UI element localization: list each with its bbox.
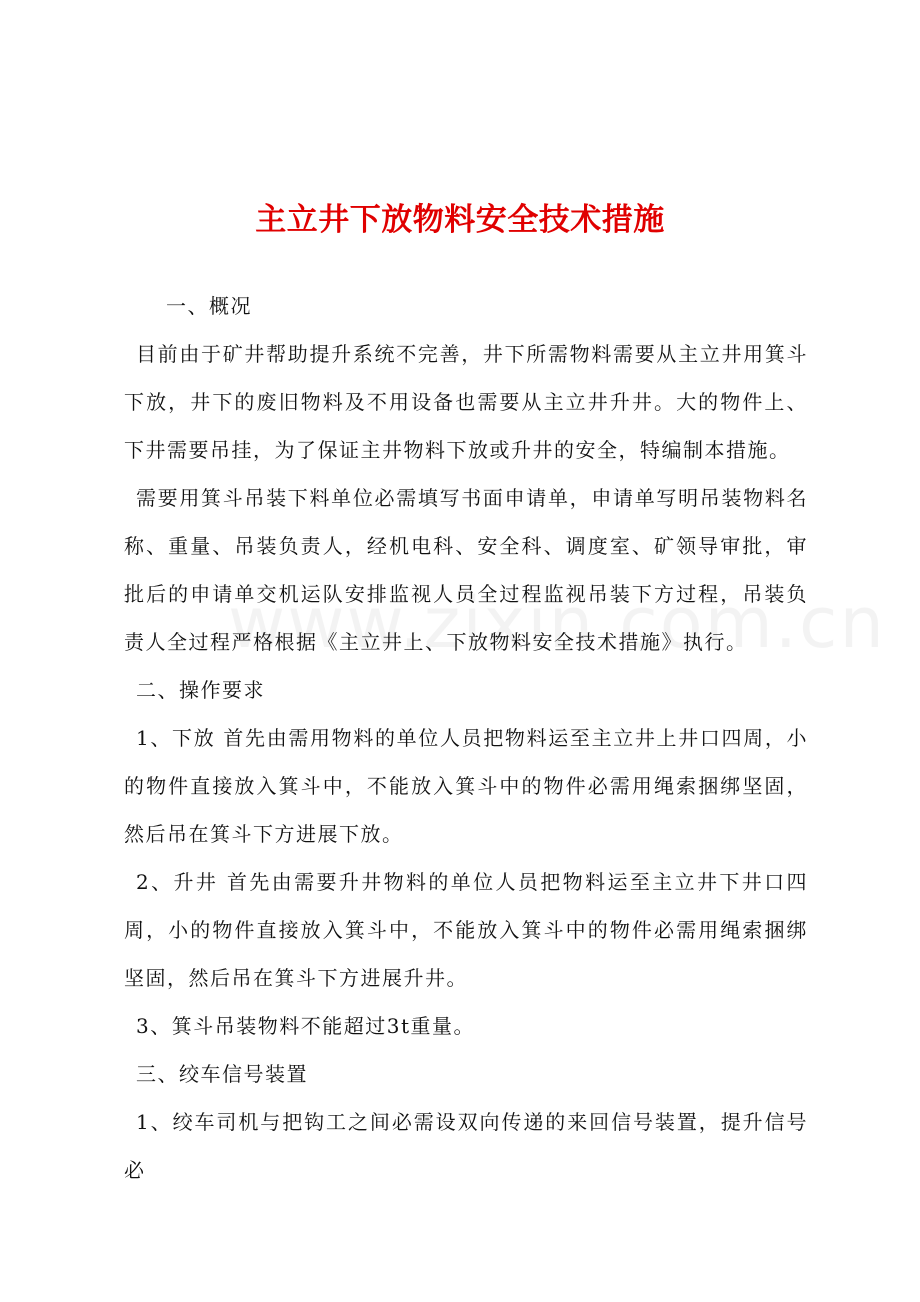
paragraph-signal: 1、绞车司机与把钩工之间必需设双向传递的来回信号装置，提升信号必 [124,1110,808,1182]
document-title: 主立井下放物料安全技术措施 [255,202,665,238]
paragraph-raising: 2、升井 首先由需要升井物料的单位人员把物料运至主立井下井口四周，小的物件直接放入箕斗中，不能放入箕斗中的物件必需用绳索捆绑坚固，然后吊在箕斗下方进展升井。 [124,870,808,990]
paragraph-overview: 目前由于矿井帮助提升系统不完善，井下所需物料需要从主立井用箕斗下放，井下的废旧物料及不用设备也需要从主立井升井。大的物件上、下井需要吊挂，为了保证主井物料下放或升井的安全，特编制本措施。 [124,342,808,462]
paragraph-application: 需要用箕斗吊装下料单位必需填写书面申请单，申请单写明吊装物料名称、重量、吊装负责人，经机电科、安全科、调度室、矿领导审批，审批后的申请单交机运队安排监视人员全过程监视吊装下方过程，吊装负责人全过程严格根据《主立井上、下放物料安全技术措施》执行。 [124,486,808,654]
document-body [124,282,808,1194]
section-heading-overview: 一、概况 [166,294,252,318]
section-heading-signal: 三、绞车信号装置 [136,1062,308,1086]
section-heading-operation: 二、操作要求 [136,678,265,702]
paragraph-lowering: 1、下放 首先由需用物料的单位人员把物料运至主立井上井口四周，小的物件直接放入箕斗中，不能放入箕斗中的物件必需用绳索捆绑坚固，然后吊在箕斗下方进展下放。 [124,726,808,846]
paragraph-weight-limit: 3、箕斗吊装物料不能超过3t重量。 [136,1014,475,1038]
